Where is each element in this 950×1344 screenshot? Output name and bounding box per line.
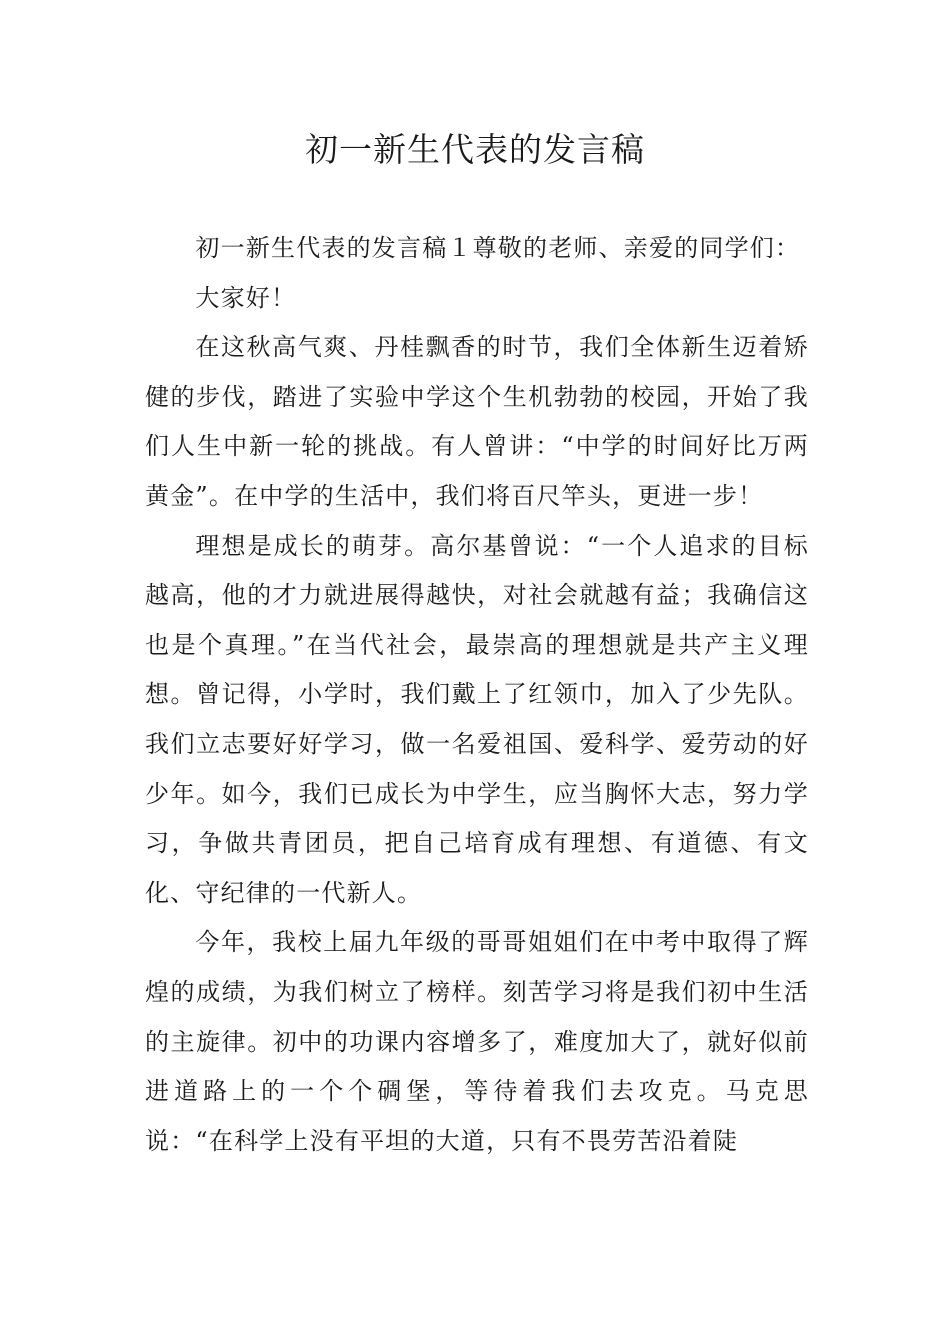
- paragraph-study: 今年，我校上届九年级的哥哥姐姐们在中考中取得了辉煌的成绩，为我们树立了榜样。刻苦学习将是我们初中生活的主旋律。初中的功课内容增多了，难度加大了，就好似前进道路上的一个个碉堡，等待着我们去攻克。马克思说：“在科学上没有平坦的大道，只有不畏劳苦沿着陡: [145, 928, 809, 1155]
- paragraph-greeting: 初一新生代表的发言稿１尊敬的老师、亲爱的同学们：: [195, 234, 801, 262]
- paragraph-hello: 大家好！: [195, 283, 297, 312]
- document-title: 初一新生代表的发言稿: [305, 130, 645, 169]
- paragraph-autumn: 在这秋高气爽、丹桂飘香的时节，我们全体新生迈着矫健的步伐，踏进了实验中学这个生机勃勃的校园，开始了我们人生中新一轮的挑战。有人曾讲：“中学的时间好比万两黄金”。在中学的生活中，我们将百尺竿头，更进一步！: [145, 333, 809, 510]
- paragraph-ideal: 理想是成长的萌芽。高尔基曾说：“一个人追求的目标越高，他的才力就进展得越快，对社会就越有益；我确信这也是个真理。”在当代社会，最崇高的理想就是共产主义理想。曾记得，小学时，我们戴上了红领巾，加入了少先队。我们立志要好好学习，做一名爱祖国、爱科学、爱劳动的好少年。如今，我们已成长为中学生，应当胸怀大志，努力学习，争做共青团员，把自己培育成有理想、有道德、有文化、守纪律的一代新人。: [145, 531, 809, 907]
- document-body: [145, 224, 809, 1166]
